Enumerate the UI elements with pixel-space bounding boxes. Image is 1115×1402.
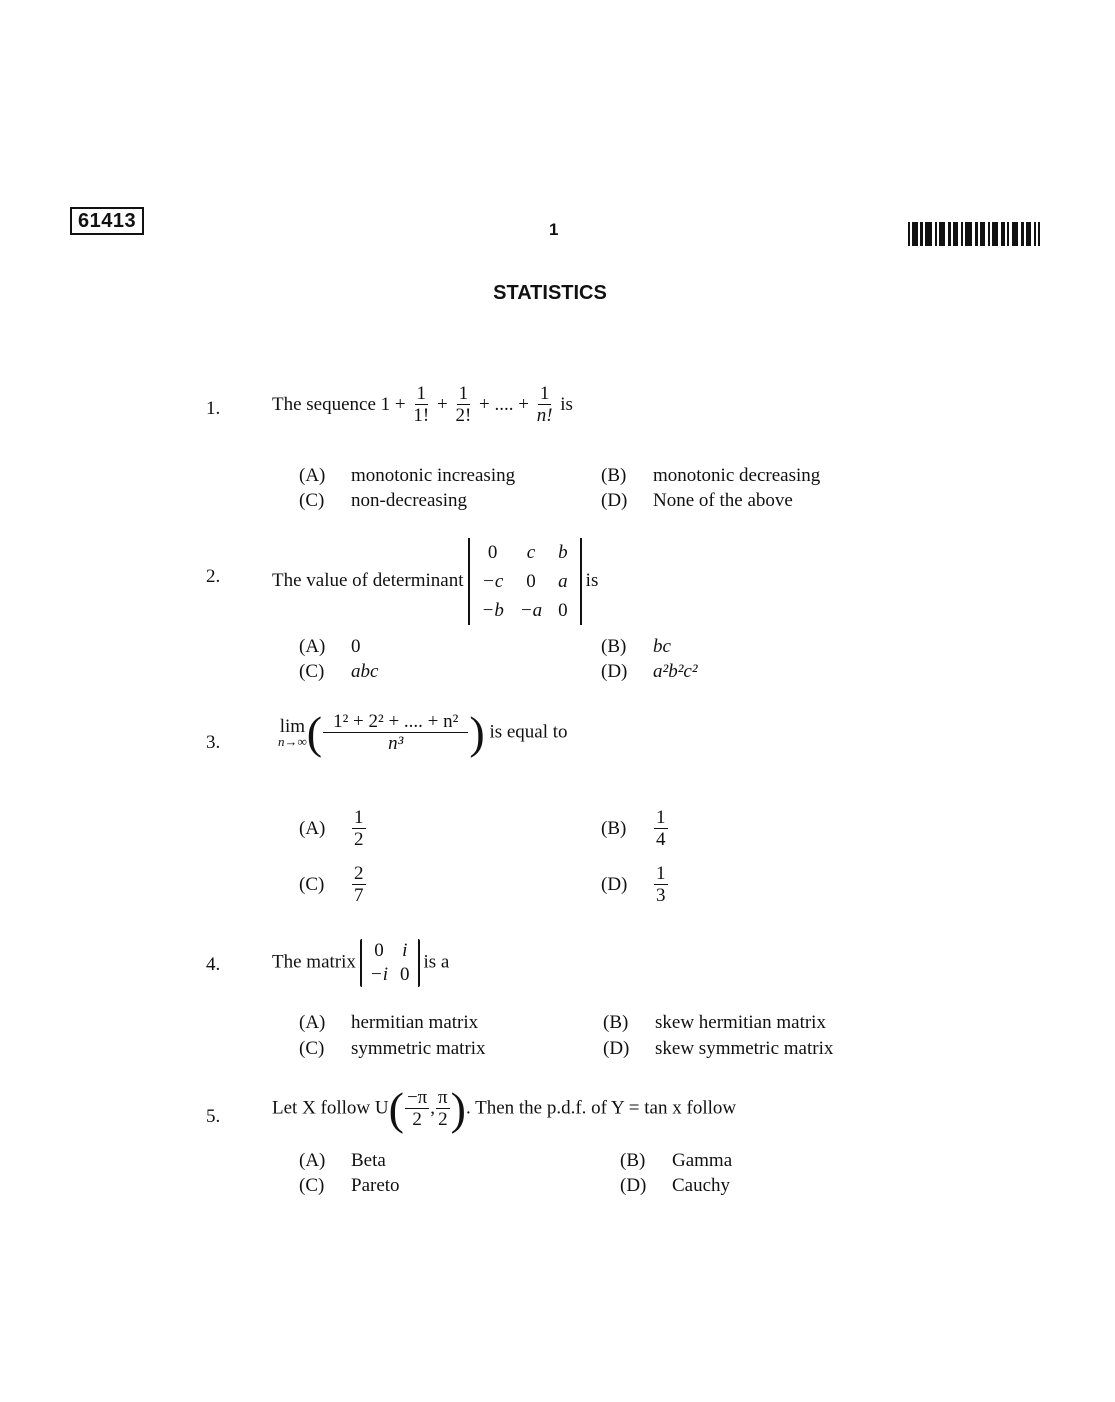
- question-text: Let X follow U( $\frac{-\pi}{2}$ , $\frac{\pi}{2}$ ). Then the p.d.f. of Y = tan x follow: [272, 1083, 737, 1134]
- fraction: $\frac{1}{2!}$: [455, 383, 472, 426]
- option-c[interactable]: (C) symmetric matrix: [299, 1038, 486, 1059]
- fraction: $\frac{\pi}{2}$: [438, 1086, 448, 1130]
- question-number: 2.: [206, 566, 221, 587]
- option-a[interactable]: (A) hermitian matrix: [299, 1012, 479, 1033]
- fraction: $\frac{\text{1² + 2² + .... + n²}}{\text{n³}}$: [323, 712, 468, 755]
- option-d[interactable]: (D) $\frac{1}{3}$: [601, 863, 666, 906]
- option-b[interactable]: (B) bc: [601, 636, 671, 657]
- option-d[interactable]: (D) None of the above: [601, 490, 793, 511]
- question-number: 1.: [206, 398, 221, 419]
- question-number: 5.: [206, 1106, 221, 1127]
- question-text: lim n→∞ ( $\frac{\text{1² + 2² + .... + n²}}{\text{n³}}$ ) is equal to: [278, 707, 568, 758]
- barcode: [908, 222, 1040, 246]
- question-number: 4.: [206, 954, 221, 975]
- option-a[interactable]: (A) 0: [299, 636, 361, 657]
- question-text: The matrix0 i −i 0is a: [272, 940, 450, 985]
- question-text: The sequence 1 + $\frac{1}{1!}$ + $\frac{1}{2!}$ + .... + $\frac{1}{n!}$ is: [272, 383, 573, 426]
- option-c[interactable]: (C) non-decreasing: [299, 490, 468, 511]
- option-c[interactable]: (C) $\frac{2}{7}$: [299, 863, 364, 906]
- option-a[interactable]: (A) $\frac{1}{2}$: [299, 807, 364, 850]
- option-c[interactable]: (C) Pareto: [299, 1175, 400, 1196]
- page-number: 1: [549, 220, 559, 239]
- limit: lim n→∞: [278, 716, 307, 749]
- page-title: STATISTICS: [493, 282, 607, 304]
- option-b[interactable]: (B) $\frac{1}{4}$: [601, 807, 666, 850]
- question-number: 3.: [206, 732, 221, 753]
- option-a[interactable]: (A) monotonic increasing: [299, 465, 516, 486]
- option-a[interactable]: (A) Beta: [299, 1150, 386, 1171]
- determinant: 0 c b −c 0 a −b −a 0: [468, 538, 582, 625]
- fraction: $\frac{1}{1!}$: [413, 383, 430, 426]
- option-c[interactable]: (C) abc: [299, 661, 379, 682]
- option-b[interactable]: (B) Gamma: [620, 1150, 733, 1171]
- option-d[interactable]: (D) Cauchy: [620, 1175, 731, 1196]
- matrix: 0 i −i 0: [360, 939, 420, 987]
- option-d[interactable]: (D) skew symmetric matrix: [603, 1038, 834, 1059]
- question-text: The value of determinant0 c b −c 0 a −b −a 0is: [272, 538, 598, 625]
- fraction: $\frac{1}{n!}$: [536, 383, 553, 426]
- option-b[interactable]: (B) skew hermitian matrix: [603, 1012, 826, 1033]
- paper-code: 61413: [70, 207, 144, 235]
- option-b[interactable]: (B) monotonic decreasing: [601, 465, 821, 486]
- option-d[interactable]: (D) a²b²c²: [601, 661, 698, 682]
- fraction: $\frac{-\pi}{2}$: [406, 1086, 428, 1130]
